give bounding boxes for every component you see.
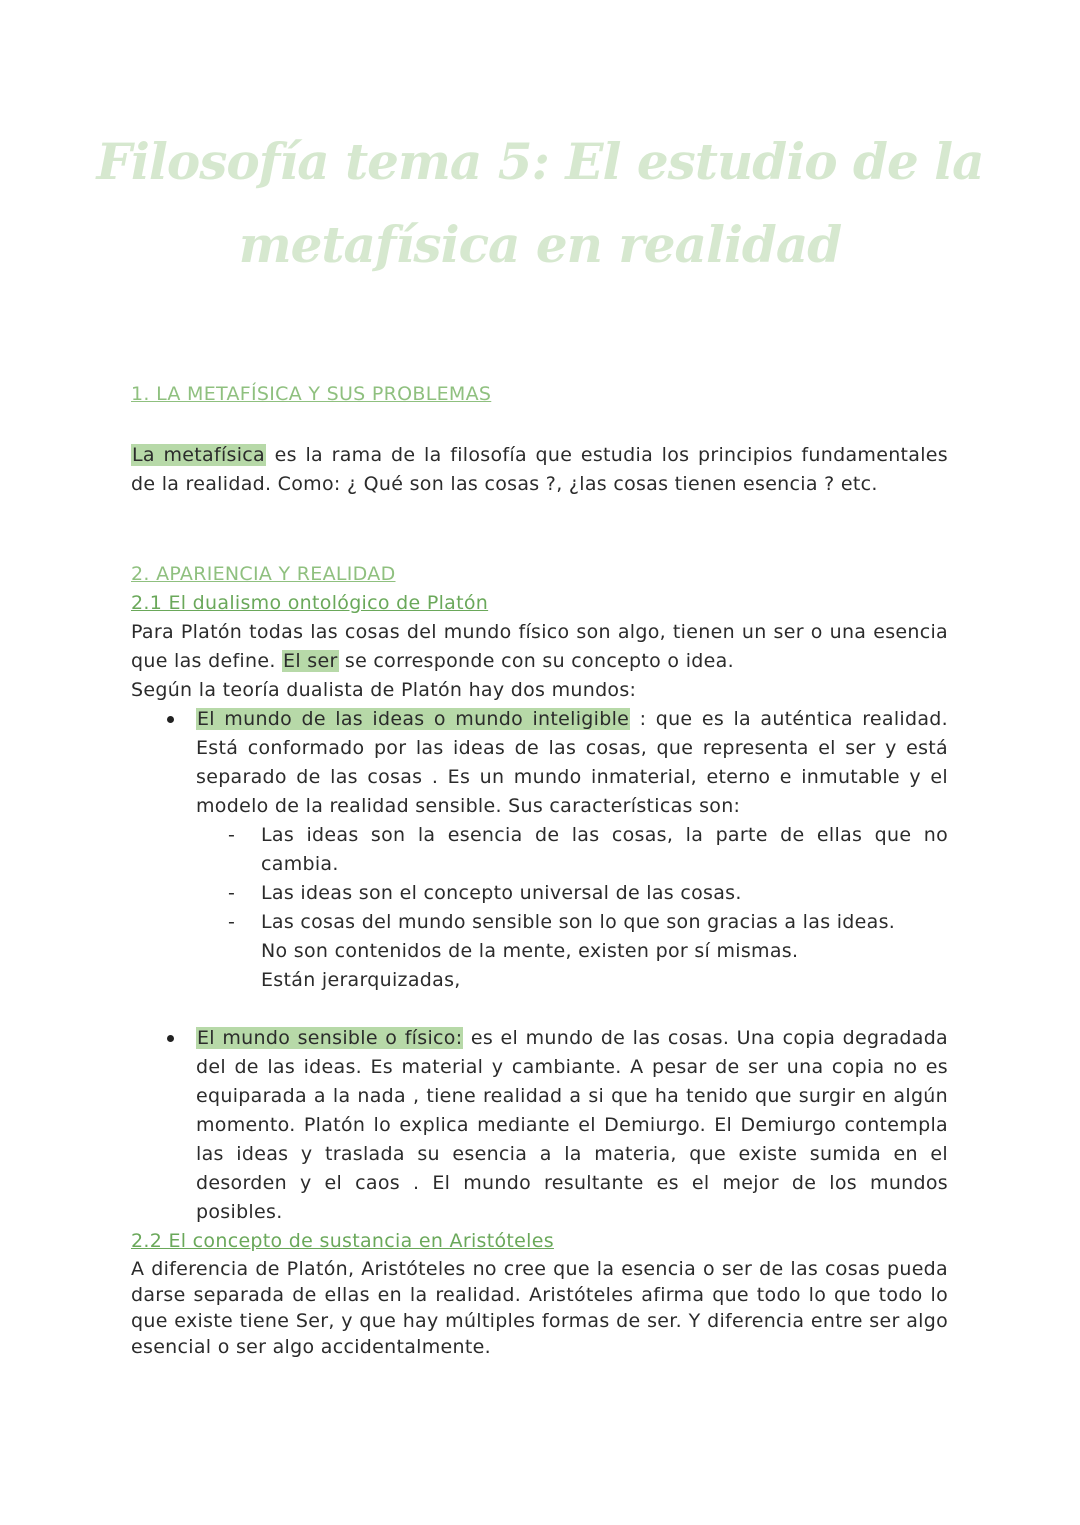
subsection-2-2-heading: 2.2 El concepto de sustancia en Aristóteles: [131, 1230, 554, 1252]
platon-text-a: Para Platón todas las cosas del mundo físico son algo, tienen un ser o una esencia que las define.: [131, 621, 948, 672]
section-metafisica: [131, 380, 948, 409]
highlight-el-ser: El ser: [283, 650, 338, 672]
dualist-intro: Según la teoría dualista de Platón hay dos mundos:: [131, 679, 637, 701]
list-item: - Las ideas son la esencia de las cosas, la parte de ellas que no cambia.: [261, 821, 948, 879]
section-2-heading: 2. APARIENCIA Y REALIDAD: [131, 563, 396, 585]
subsection-2-1-heading: 2.1 El dualismo ontológico de Platón: [131, 592, 489, 614]
mundo-ideas-text: : que es la auténtica realidad. Está conformado por las ideas de las cosas, que representa el ser y está separado de las cosas . Es un mundo inmaterial, eterno e inmutable y el modelo de la realidad sensible. Sus características son:: [196, 708, 948, 817]
page-title-line-1: Filosofía tema 5: El estudio de la: [96, 132, 984, 191]
highlight-mundo-ideas: El mundo de las ideas o mundo inteligible: [197, 708, 630, 730]
highlight-mundo-sensible: El mundo sensible o físico:: [197, 1027, 463, 1049]
definition-text: es la rama de la filosofía que estudia los principios fundamentales de la realidad. Como: ¿ Qué son las cosas ?, ¿las cosas tienen esencia ? etc.: [131, 444, 948, 495]
section-1-body: [131, 441, 948, 499]
list-item-continuation: Están jerarquizadas,: [261, 969, 461, 991]
list-item-continuation: No son contenidos de la mente, existen por sí mismas.: [261, 940, 799, 962]
worlds-list: [131, 705, 948, 1227]
platon-paragraph: [131, 618, 948, 676]
section-1-heading: 1. LA METAFÍSICA Y SUS PROBLEMAS: [131, 383, 492, 405]
ideas-characteristics-list: [196, 821, 948, 995]
aristoteles-paragraph: A diferencia de Platón, Aristóteles no cree que la esencia o ser de las cosas pueda darse separada de ellas en la realidad. Aristóteles afirma que todo lo que todo lo que existe tiene Ser, y que hay múltiples formas de ser. Y diferencia entre ser algo esencial o ser algo accidentalmente.: [131, 1258, 948, 1358]
page-title-line-2: metafísica en realidad: [238, 215, 842, 274]
platon-text-b: se corresponde con su concepto o idea.: [338, 650, 734, 672]
highlight-term: La metafísica: [132, 444, 265, 466]
section-apariencia-realidad: [131, 560, 948, 1360]
mundo-sensible-text: es el mundo de las cosas. Una copia degradada del de las ideas. Es material y cambiante. A pesar de ser una copia no es equiparada a la nada , tiene realidad a si que ha tenido que surgir en algún momento. Platón lo explica mediante el Demiurgo. El Demiurgo contempla las ideas y traslada su esencia a la materia, que existe sumida en el desorden y el caos . El mundo resultante es el mejor de los mundos posibles.: [196, 1027, 948, 1223]
list-item-mundo-ideas: [196, 705, 948, 995]
list-item-mundo-sensible: [196, 1024, 948, 1227]
list-item: - Las ideas son el concepto universal de las cosas.: [261, 879, 948, 908]
list-item: - Las cosas del mundo sensible son lo que son gracias a las ideas.: [261, 908, 948, 937]
metafisica-definition: [131, 441, 948, 499]
